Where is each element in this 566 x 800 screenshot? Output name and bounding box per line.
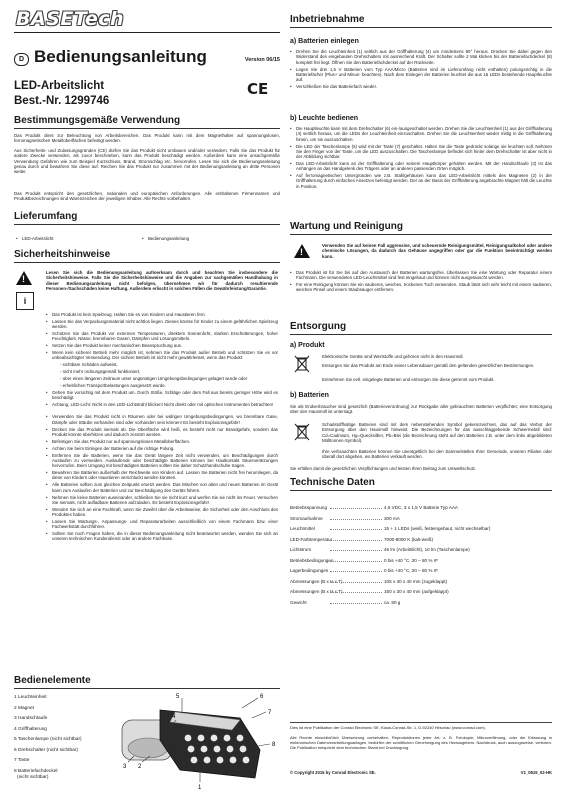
list-item: • Bewahren Sie Batterien außerhalb der Reichweite von Kindern auf. Lassen Sie Batterien nicht frei herumliegen, da diese von Kindern oder Haustieren verschluckt werden könnten. bbox=[46, 470, 278, 481]
spec-value: 105 x 30 x 40 mm (zugeklappt) bbox=[384, 578, 448, 584]
footer-copyright: © Copyright 2015 by Conrad Electronic SE. bbox=[290, 770, 376, 775]
led bbox=[230, 757, 237, 764]
led bbox=[185, 735, 192, 742]
section-heading-entsorgung: Entsorgung bbox=[290, 321, 552, 335]
doc-title: Bedienungsanleitung bbox=[34, 47, 207, 66]
device-illustration bbox=[120, 690, 280, 790]
list-item: • Sollten Sie noch Fragen haben, die in dieser Bedienungsanleitung nicht beantwortet werden, wenden Sie sich an unseren technischen Kundendienst oder an andere Fachleute. bbox=[46, 531, 278, 542]
legend-item: (nicht sichtbar) bbox=[17, 774, 49, 780]
legend-item: 7 Taste bbox=[14, 758, 30, 763]
list-item: • Setzen Sie das Produkt keiner mechanischen Beanspruchung aus. bbox=[46, 343, 183, 349]
subheading-leuchte-bedienen: b) Leuchte bedienen bbox=[290, 115, 359, 122]
battery-bin-icon bbox=[294, 422, 310, 442]
list-item: • Das Produkt ist für Sie bis auf den Austausch der Batterien wartungsfrei. Überlassen Sie eine Wartung oder Reparatur einem Fachmann. Die verwendeten LED-Leuchtmittel sind fest eingebaut und können nicht ausgetauscht werden. bbox=[290, 270, 552, 281]
list-item: • Entfernen Sie die Batterien, wenn Sie das Gerät längere Zeit nicht verwenden, um Beschädigungen durch Auslaufen zu vermeiden. Auslaufende oder beschädigte Batterien können bei Hautkontakt Säureverätzungen hervorrufen. Beim Umgang mit beschädigten Batterien sollten Sie daher Schutzhandschuhe tragen. bbox=[46, 452, 278, 469]
header-rule bbox=[14, 32, 280, 33]
callout-1: 1 bbox=[198, 785, 202, 790]
list-item: - nicht mehr ordnungsgemäß funktioniert, bbox=[60, 369, 141, 375]
list-item: • Schützen Sie das Produkt vor extremen Temperaturen, direktem Sonnenlicht, starken Erschütterungen, hoher Feuchtigkeit, Nässe, brennbaren Gasen, Dämpfen und Lösungsmitteln. bbox=[46, 331, 278, 342]
footer-publisher: Dies ist eine Publikation der Conrad Electronic SE, Klaus-Conrad-Str. 1, D-92240 Hirschau (www.conrad.com). bbox=[290, 725, 486, 730]
list-item: - über einen längeren Zeitraum unter ungünstigen Umgebungsbedingungen gelagert wurde oder bbox=[60, 376, 248, 382]
safety-warning-text: Lesen Sie sich die Bedienungsanleitung aufmerksam durch und beachten Sie insbesondere die Sicherheitshinweise. Falls Sie die Sicherheitshinweise und die Angaben zur sachgemäßen Handhabung in dieser Bedienungsanleitung nicht befolgen, übernehmen wir für dadurch resultierende Personen-/Sachschäden keine Haftung. Außerdem erlischt in solchen Fällen die Gewährleistung/Garantie. bbox=[46, 270, 278, 291]
crossed-bin-icon bbox=[294, 354, 310, 374]
list-item: - sichtbare Schäden aufweist, bbox=[60, 362, 118, 368]
language-badge: D bbox=[14, 53, 29, 66]
list-item: • Verschließen Sie das Batteriefach wieder. bbox=[290, 84, 378, 89]
list-item: • Gehen Sie vorsichtig mit dem Produkt um. Durch Stöße, Schläge oder dem Fall aus bereits geringer Höhe wird es beschädigt. bbox=[46, 390, 278, 401]
led bbox=[201, 746, 208, 753]
spec-value: 0 bis +40 °C, 20 – 80 % rF bbox=[384, 557, 439, 563]
section-heading-sicherheit: Sicherheitshinweise bbox=[14, 249, 280, 263]
subheading-produkt: a) Produkt bbox=[290, 342, 325, 349]
legend-item: 8 Batteriefachdeckel bbox=[14, 768, 58, 774]
callout-5: 5 bbox=[176, 694, 180, 700]
callout-6: 6 bbox=[260, 694, 264, 700]
article-number: Best.-Nr. 1299746 bbox=[14, 95, 110, 107]
spec-key: Abmessungen (B x H x T) bbox=[290, 589, 343, 594]
list-item: • Auf ferromagnetischen Untergründen wie z.B. Stahlgehäusen kann das LED-Arbeitslicht mittels des Magneten (2) in der Griffhalterung durch einfaches Ansetzen befestigt werden. Der an der Basis der Griffhalterung angebrachte Magnet hält die Leuchte in Position. bbox=[290, 173, 552, 189]
list-item: • Die Hauptleuchte kann mit dem Drehschalter (6) ein-/ausgeschaltet werden. Drehen Sie die Leuchteinheit (1) aus der Griffhalterung (4) seitlich heraus, um die LEDs der Leuchteinheit einzuschalten. Drehen Sie die Leuchteinheit wieder mittig in die Griffhalterung hinein, um sie auszuschalten. bbox=[290, 126, 552, 142]
list-item: • Legen Sie drei 1,5 V Batterien vom Typ AAA/Micro (Batterien sind im Lieferumfang nicht enthalten) polungsrichtig in die Batteriefächer (Plus+ und Minus- beachten). Nach dem Einlegen der Batterien leuchtet die aus 15 LEDs bestehende Hauptleuchte auf. bbox=[290, 66, 552, 83]
paragraph-bestimmung-3: Das Produkt entspricht den gesetzlichen, nationalen und europäischen Anforderungen. Alle enthaltenen Firmennamen und Produktbezeichnungen sind Warenzeichen der jeweiligen Inhaber. Alle Rechte vorbehalten. bbox=[14, 191, 280, 202]
leader-dots bbox=[330, 603, 382, 604]
subheading-batterien-einlegen: a) Batterien einlegen bbox=[290, 38, 359, 45]
led bbox=[204, 757, 211, 764]
list-item: • Das Produkt ist kein Spielzeug. Halten Sie es von Kindern und Haustieren fern. bbox=[46, 312, 206, 317]
spec-value: 160 x 30 x 40 mm (aufgeklappt) bbox=[384, 589, 449, 594]
leader-dots bbox=[330, 519, 382, 520]
led bbox=[211, 735, 218, 742]
legend-item: 5 Taschenlampe (nicht sichtbar) bbox=[14, 737, 82, 742]
ce-mark: CE bbox=[247, 80, 269, 98]
led bbox=[224, 735, 231, 742]
spec-value: ca. 80 g bbox=[384, 599, 401, 605]
spec-key: LED-Farbtemperatur bbox=[290, 536, 333, 542]
list-item: • Die LED der Taschenlampe (5) wird mit der Taste (7) geschaltet. Halten Sie die Taste gedrückt solange sie leuchten soll. Nehmen Sie den Finger von der Taste, um die LED auszuschalten. Die Taschenlampe befindet sich hinter dem Drehschalter ist aber nicht in der Abbildung sichtbar. bbox=[290, 143, 552, 160]
footer-rights: Alle Rechte einschließlich Übersetzung vorbehalten. Reproduktionen jeder Art, z. B. Fotokopie, Mikroverfilmung, oder die Erfassung in elektronischen Datenverarbeitungsanlagen, bedürfen der schriftlichen Genehmigung des Herausgebers. Nachdruck, auch auszugsweise, verboten. Die Publikation entspricht dem technischen Stand bei Drucklegung. bbox=[290, 735, 552, 750]
leader-dots bbox=[330, 540, 382, 541]
led bbox=[214, 746, 221, 753]
section-heading-bedienelemente: Bedienelemente bbox=[14, 675, 280, 689]
spec-value: 45 lm (Arbeitslicht), 10 lm (Taschenlampe) bbox=[384, 547, 470, 552]
callout-3: 3 bbox=[123, 764, 127, 770]
legend-item: 4 Griffhalterung bbox=[14, 726, 47, 732]
callout-7: 7 bbox=[268, 710, 272, 716]
callout-4: 4 bbox=[172, 714, 176, 720]
spec-key: Lichtstrom bbox=[290, 547, 312, 552]
legend-item: 1 Leuchteinheit bbox=[14, 695, 47, 700]
list-item: • LED-Arbeitslicht bbox=[16, 236, 54, 241]
led bbox=[188, 746, 195, 753]
footer-doc-code: V1_0615_02-HK bbox=[520, 770, 552, 775]
list-item: • Lassen Sie Wartungs-, Anpassungs- und Reparaturarbeiten ausschließlich von einem Fachmann bzw. einer Fachwerkstatt durchführen. bbox=[46, 518, 278, 530]
disposal-product-text-1: Elektronische Geräte sind Wertstoffe und gehören nicht in den Hausmüll. bbox=[322, 354, 464, 359]
controls-legend bbox=[14, 695, 104, 795]
spec-key: Betriebsbedingungen bbox=[290, 557, 334, 563]
list-item: • Achten Sie beim Einlegen der Batterien auf die richtige Polung. bbox=[46, 445, 175, 451]
spec-key: Lagerbedingungen bbox=[290, 568, 329, 573]
spec-value: 15 + 1 LEDs (weiß, festeingebaut, nicht wechselbar) bbox=[384, 526, 491, 531]
spec-key: Stromaufnahme bbox=[290, 515, 323, 521]
legend-item: 6 Drehschalter (nicht sichtbar) bbox=[14, 747, 78, 753]
footer-rule bbox=[290, 722, 552, 723]
list-item: • Für eine Reinigung können Sie ein sauberes, weiches, trockenes Tuch verwenden. Staub lässt sich sehr leicht mit einem sauberen, weichen Pinsel und einem Staubsauger entfernen. bbox=[290, 282, 552, 293]
version-label: Version 06/15 bbox=[244, 57, 280, 63]
spec-value: 0 bis +40 °C, 20 – 80 % rF bbox=[384, 568, 439, 573]
list-item: • Decken Sie das Produkt niemals ab. Die Oberfläche wird heiß, es besteht nicht nur Brandgefahr, sondern das Produkt könnte überhitzen und dadurch zerstört werden. bbox=[46, 426, 278, 437]
maintenance-warning-text: Verwenden Sie auf keinen Fall aggressive, und scheuernde Reinigungsmittel, Reinigungsalkohol oder andere chemische Lösungen, da dadurch das Gehäuse angegriffen oder gar die Funktion beeinträchtigt werden kann. bbox=[322, 243, 552, 259]
section-heading-bestimmung: Bestimmungsgemäße Verwendung bbox=[14, 115, 280, 129]
list-item: • Befestigen Sie das Produkt nur auf spannungslosen Metalloberflächen. bbox=[46, 438, 191, 444]
list-item: • Verwenden Sie das Produkt nicht in Räumen oder bei widrigen Umgebungsbedingungen, wo brennbare Gase, Dämpfe oder Stäube vorhanden sind oder vorhanden sein können! Es besteht Explosionsgefahr! bbox=[46, 414, 278, 425]
leader-dots bbox=[330, 508, 382, 509]
list-item: • Alle Batterien sollten zum gleichen Zeitpunkt ersetzt werden. Das Mischen von alten und neuen Batterien im Gerät kann zum Auslaufen der Batterien und zur Beschädigung des Geräts führen. bbox=[46, 482, 278, 493]
list-item: • Wenn kein sicherer Betrieb mehr möglich ist, nehmen Sie das Produkt außer Betrieb und schützen Sie es vor unbeabsichtigter Verwendung. Der sichere Betrieb ist nicht mehr gewährleistet, wenn das Produkt: bbox=[46, 350, 278, 361]
legend-item: 3 Handschlaufe bbox=[14, 716, 48, 721]
product-name: LED-Arbeitslicht bbox=[14, 80, 105, 92]
disposal-battery-text-1: Sie als Endverbraucher sind gesetzlich (Batterieverordnung) zur Rückgabe aller gebrauchten Batterien verpflichtet; eine Entsorgung über den Hausmüll ist untersagt. bbox=[290, 404, 552, 415]
callout-2: 2 bbox=[138, 764, 142, 770]
spec-table bbox=[290, 505, 552, 617]
section-heading-lieferumfang: Lieferumfang bbox=[14, 211, 280, 225]
led bbox=[198, 735, 205, 742]
leader-dots bbox=[330, 529, 382, 530]
list-item: • Nehmen Sie keine Batterien auseinander, schließen Sie sie nicht kurz und werfen Sie sie nicht ins Feuer. Versuchen Sie niemals, nicht aufladbare Batterien aufzuladen. Es besteht Explosionsgefahr! bbox=[46, 494, 278, 505]
list-item: • Bedienungsanleitung bbox=[142, 236, 190, 241]
leader-dots bbox=[330, 592, 382, 593]
disposal-battery-text-2: Schadstoffhaltige Batterien sind mit dem nebenstehenden Symbol gekennzeichnet, das auf das Verbot der Entsorgung über den Hausmüll hinweist. Die Bezeichnungen für das ausschlaggebende Schwermetall sind: Cd=Cadmium, Hg=Quecksilber, Pb=Blei (die Bezeichnung steht auf den Batterien z.B. unter dem links abgebildeten Mülltonnen-Symbol). bbox=[322, 422, 552, 443]
list-item: • Achtung, LED-Licht: Nicht in den LED-Lichtstrahl blicken! Nicht direkt oder mit optischen Instrumenten betrachten! bbox=[46, 402, 274, 408]
leader-dots bbox=[330, 561, 382, 562]
section-heading-inbetrieb: Inbetriebnahme bbox=[290, 14, 552, 28]
led bbox=[227, 746, 234, 753]
info-icon: i bbox=[16, 292, 34, 310]
list-item: - erheblichen Transportbelastungen ausgesetzt wurde. bbox=[60, 383, 166, 389]
brand-logo: BASETech bbox=[16, 8, 125, 30]
paragraph-bestimmung-1: Das Produkt dient zur Beleuchtung von Arbeitsbereichen. Das Produkt kann mit dem Magnethalter auf spannungslosen, ferromagnetischen Metalloberflächen befestigt werden. bbox=[14, 133, 280, 144]
led bbox=[240, 746, 247, 753]
spec-key: Gewicht bbox=[290, 599, 307, 605]
spec-value: 300 mA bbox=[384, 515, 400, 521]
disposal-product-text-3: Entnehmen Sie evtl. eingelegte Batterien und entsorgen Sie diese getrennt vom Produkt. bbox=[322, 377, 495, 382]
leader-dots bbox=[330, 550, 382, 551]
legend-item: 2 Magnet bbox=[14, 705, 35, 711]
disposal-battery-text-4: Sie erfüllen damit die gesetzlichen Verpflichtungen und leisten Ihren Beitrag zum Umweltschutz. bbox=[290, 466, 477, 471]
section-heading-wartung: Wartung und Reinigung bbox=[290, 221, 552, 235]
list-item: • Lassen Sie das Verpackungsmaterial nicht achtlos liegen. Dieses könnte für Kinder zu einem gefährlichen Spielzeug werden. bbox=[46, 318, 279, 330]
disposal-product-text-2: Entsorgen Sie das Produkt am Ende seiner Lebensdauer gemäß den geltenden gesetzlichen Bestimmungen. bbox=[322, 363, 535, 368]
spec-key: Leuchtmittel bbox=[290, 526, 315, 531]
list-item: • Drehen Sie die Leuchteinheit (1) seitlich aus der Griffhalterung (4) um mindestens 90° heraus. Drücken Sie dabei gegen den Widerstand des eingebauten Drehschalters mit ausreichend Kraft. Der Schalter sollte 2 Mal klicken bis der Batteriefachdeckel (8) komplett frei liegt. Öffnen Sie den Batteriefachdeckel auf der Rückseite. bbox=[290, 49, 552, 65]
list-item: • Das LED-Arbeitslicht kann an der Griffhalterung oder seinem Hauptkörper gehalten werden. Mit der Handschlaufe (3) ist das Anhängen an das Handgelenk des Trägers oder an anderen passenden Orten möglich. bbox=[290, 161, 552, 172]
section-heading-technik: Technische Daten bbox=[290, 477, 552, 491]
spec-key: Abmessungen (B x H x T) bbox=[290, 578, 343, 584]
paragraph-bestimmung-2: Aus Sicherheits- und Zulassungsgründen (CE) dürfen Sie das Produkt nicht umbauen und/oder verändern. Falls Sie das Produkt für andere Zwecke verwenden, als zuvor beschrieben, kann das Produkt beschädigt werden. Außerdem kann eine unsachgemäße Verwendung Gefahren wie zum Beispiel Kurzschluss, Brand, Stromschlag etc. hervorrufen. Lesen Sie sich die Bedienungsanleitung genau durch und bewahren Sie diese auf. Reichen Sie das Produkt nur zusammen mit der Bedienungsanleitung an dritte Personen weiter. bbox=[14, 148, 280, 175]
led bbox=[217, 757, 224, 764]
warning-icon: ! bbox=[16, 271, 32, 285]
subheading-batterien: b) Batterien bbox=[290, 392, 329, 399]
leader-dots bbox=[330, 582, 382, 583]
led bbox=[191, 757, 198, 764]
led bbox=[243, 757, 250, 764]
callout-8: 8 bbox=[272, 742, 276, 748]
doc-title-row bbox=[14, 47, 280, 69]
led bbox=[237, 735, 244, 742]
spec-key: Betriebsspannung bbox=[290, 505, 328, 510]
warning-icon: ! bbox=[294, 244, 310, 258]
list-item: • Wenden Sie sich an eine Fachkraft, wenn Sie Zweifel über die Arbeitsweise, die Sicherheit oder den Anschluss des Produktes haben. bbox=[46, 506, 278, 517]
spec-value: 4,5 VDC, 3 x 1,5 V Batterie Typ AAA bbox=[384, 505, 458, 510]
leader-dots bbox=[330, 571, 382, 572]
disposal-battery-text-3: Ihre verbrauchten Batterien können Sie unentgeltlich bei den Sammelstellen Ihrer Gemeinde, unseren Filialen oder überall dort abgeben, wo Batterien verkauft werden. bbox=[322, 449, 552, 460]
spec-value: 7000-8000 K (kalt-weiß) bbox=[384, 536, 434, 542]
